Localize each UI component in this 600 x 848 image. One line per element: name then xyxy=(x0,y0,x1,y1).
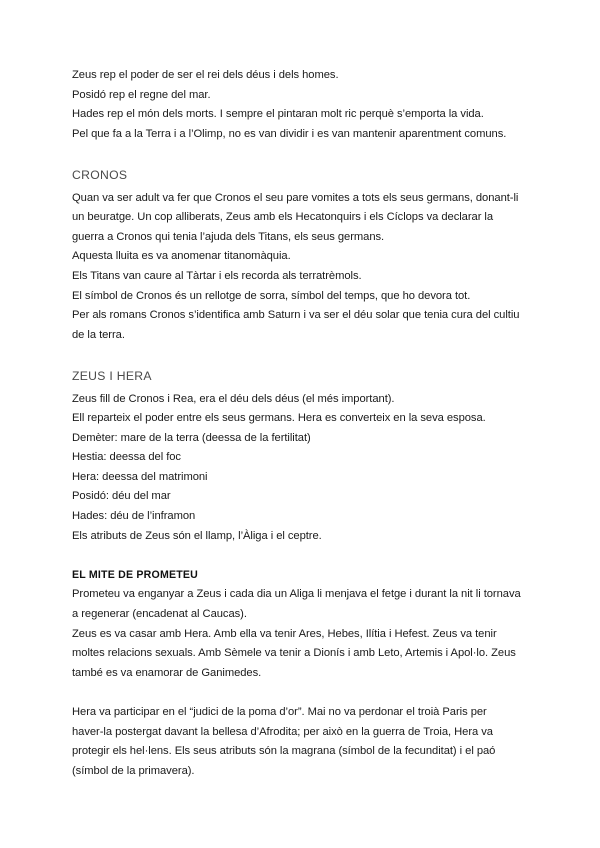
text-line: El símbol de Cronos és un rellotge de sorra, símbol del temps, que ho devora tot. xyxy=(72,289,471,302)
zeus-hera-paragraph xyxy=(72,390,542,547)
text-line: guerra a Cronos qui tenia l’ajuda dels Titans, els seus germans. xyxy=(72,230,385,243)
text-line: Pel que fa a la Terra i a l’Olimp, no es van dividir i es van mantenir aparentment comuns. xyxy=(72,127,507,140)
text-line: Zeus es va casar amb Hera. Amb ella va tenir Ares, Hebes, Ilítia i Hefest. Zeus va tenir xyxy=(72,627,497,640)
text-line: Els atributs de Zeus són el llamp, l’Àliga i el ceptre. xyxy=(72,529,322,542)
text-line: Posidó rep el regne del mar. xyxy=(72,88,211,101)
document-page xyxy=(72,66,542,781)
cronos-paragraph xyxy=(72,189,542,346)
section-heading-cronos: CRONOS xyxy=(72,167,128,182)
section-heading-zeus-hera: ZEUS I HERA xyxy=(72,368,152,383)
prometeu-paragraph xyxy=(72,585,542,683)
text-line: Ell reparteix el poder entre els seus germans. Hera es converteix en la seva esposa. xyxy=(72,412,486,425)
spacer xyxy=(72,546,542,566)
text-line: Prometeu va enganyar a Zeus i cada dia un Aliga li menjava el fetge i durant la nit li tornava xyxy=(72,588,521,601)
text-line: haver-la postergat davant la bellesa d’Afrodita; per això en la guerra de Troia, Hera va xyxy=(72,725,493,738)
text-line: Aquesta lluita es va anomenar titanomàquia. xyxy=(72,250,291,263)
spacer xyxy=(72,144,542,164)
hera-paragraph xyxy=(72,703,542,781)
spacer xyxy=(72,683,542,703)
text-line: Per als romans Cronos s’identifica amb Saturn i va ser el déu solar que tenia cura del cultiu xyxy=(72,309,520,322)
text-line: de la terra. xyxy=(72,328,125,341)
text-line: Hades: déu de l’inframon xyxy=(72,510,196,523)
text-line: Hera: deessa del matrimoni xyxy=(72,470,208,483)
text-line: Els Titans van caure al Tàrtar i els recorda als terratrèmols. xyxy=(72,269,362,282)
text-line: un beuratge. Un cop alliberats, Zeus amb els Hecatonquirs i els Cíclops va declarar la xyxy=(72,211,494,224)
text-line: Hera va participar en el “judici de la poma d’or”. Mai no va perdonar el troià Paris per xyxy=(72,706,487,718)
text-line: moltes relacions sexuals. Amb Sèmele va tenir a Dionís i amb Leto, Artemis i Apol·lo. Zeus xyxy=(72,647,516,660)
text-line: Quan va ser adult va fer que Cronos el seu pare vomites a tots els seus germans, donant-li xyxy=(72,191,519,204)
text-line: Zeus rep el poder de ser el rei dels déus i dels homes. xyxy=(72,69,339,81)
text-line: Hestia: deessa del foc xyxy=(72,451,181,464)
text-line: (símbol de la primavera). xyxy=(72,764,195,777)
text-line: Posidó: déu del mar xyxy=(72,490,171,503)
text-line: a regenerar (encadenat al Caucas). xyxy=(72,608,247,621)
text-line: Zeus fill de Cronos i Rea, era el déu dels déus (el més important). xyxy=(72,392,395,405)
text-line: també es va enamorar de Ganimedes. xyxy=(72,666,262,679)
intro-paragraph xyxy=(72,66,542,144)
text-line: Hades rep el món dels morts. I sempre el pintaran molt ric perquè s’emporta la vida. xyxy=(72,108,484,121)
section-heading-prometeu: EL MITE DE PROMETEU xyxy=(72,568,199,581)
text-line: Demèter: mare de la terra (deessa de la fertilitat) xyxy=(72,431,311,444)
spacer xyxy=(72,345,542,365)
text-line: protegir els hel·lens. Els seus atributs són la magrana (símbol de la fecunditat) i el paó xyxy=(72,745,496,758)
